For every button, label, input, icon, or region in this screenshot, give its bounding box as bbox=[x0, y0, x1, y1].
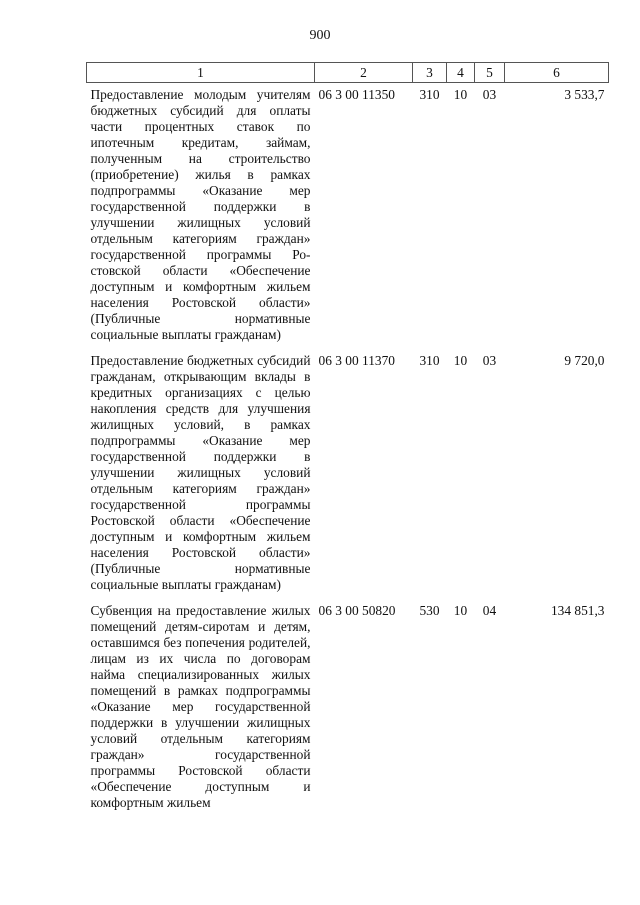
page-number: 900 bbox=[309, 28, 331, 43]
row-target-code: 06 3 00 50820 bbox=[318, 603, 396, 618]
row-description: Субвенция на предоставление жилых помещений детям-сиротам и детям, оставшимся без попечения родителей, лицам из их числа по договорам найма специализированных жилых помещений в рамках подпрограммы «Оказание мер государственной поддержки в улучшении жилищных условий отдельным категориям граждан» государственной программы Ростовской области «Обеспечение доступным и комфортным жильем bbox=[90, 603, 311, 810]
header-cell-3: 3 bbox=[413, 63, 447, 83]
row-description: Предоставление молодым учителям бюджетных субсидий для оплаты части процентных ставок по ипотечным кредитам, займам, полученным на строительство (приобретение) жилья в рамках подпрограммы «Оказание мер государственной поддержки в улучшении жилищных условий отдельным категориям граждан» государственной программы Ростовской области «Обеспечение доступным и комфортным жильем населения Ростовской области» (Публичные нормативные социальные выплаты гражданам) bbox=[90, 87, 311, 342]
row-expense-type: 310 bbox=[419, 87, 440, 102]
table-row bbox=[87, 349, 609, 599]
row-amount: 3 533,7 bbox=[564, 87, 605, 102]
header-cell-6: 6 bbox=[505, 63, 609, 83]
row-subsection: 03 bbox=[482, 353, 497, 368]
table-row bbox=[87, 83, 609, 350]
row-subsection: 03 bbox=[482, 87, 497, 102]
row-section: 10 bbox=[453, 353, 468, 368]
header-cell-2: 2 bbox=[315, 63, 413, 83]
row-subsection: 04 bbox=[482, 603, 497, 618]
header-cell-4: 4 bbox=[447, 63, 475, 83]
table-row bbox=[87, 599, 609, 817]
row-target-code: 06 3 00 11350 bbox=[318, 87, 395, 102]
row-expense-type: 530 bbox=[419, 603, 440, 618]
header-row bbox=[87, 63, 609, 83]
budget-table bbox=[86, 62, 609, 817]
header-cell-1: 1 bbox=[87, 63, 315, 83]
row-section: 10 bbox=[453, 603, 468, 618]
header-cell-5: 5 bbox=[475, 63, 505, 83]
row-target-code: 06 3 00 11370 bbox=[318, 353, 395, 368]
row-amount: 9 720,0 bbox=[564, 353, 605, 368]
row-amount: 134 851,3 bbox=[550, 603, 605, 618]
row-description: Предоставление бюджетных субсидий гражданам, открывающим вклады в кредитных организациях с целью накопления средств для улучшения жилищных условий, в рамках подпрограммы «Оказание мер государственной поддержки в улучшении жилищных условий отдельным категориям граждан» государственной программы Ростовской области «Обеспечение доступным и комфортным жильем населения Ростовской области» (Публичные нормативные социальные выплаты гражданам) bbox=[90, 353, 311, 592]
row-section: 10 bbox=[453, 87, 468, 102]
row-expense-type: 310 bbox=[419, 353, 440, 368]
